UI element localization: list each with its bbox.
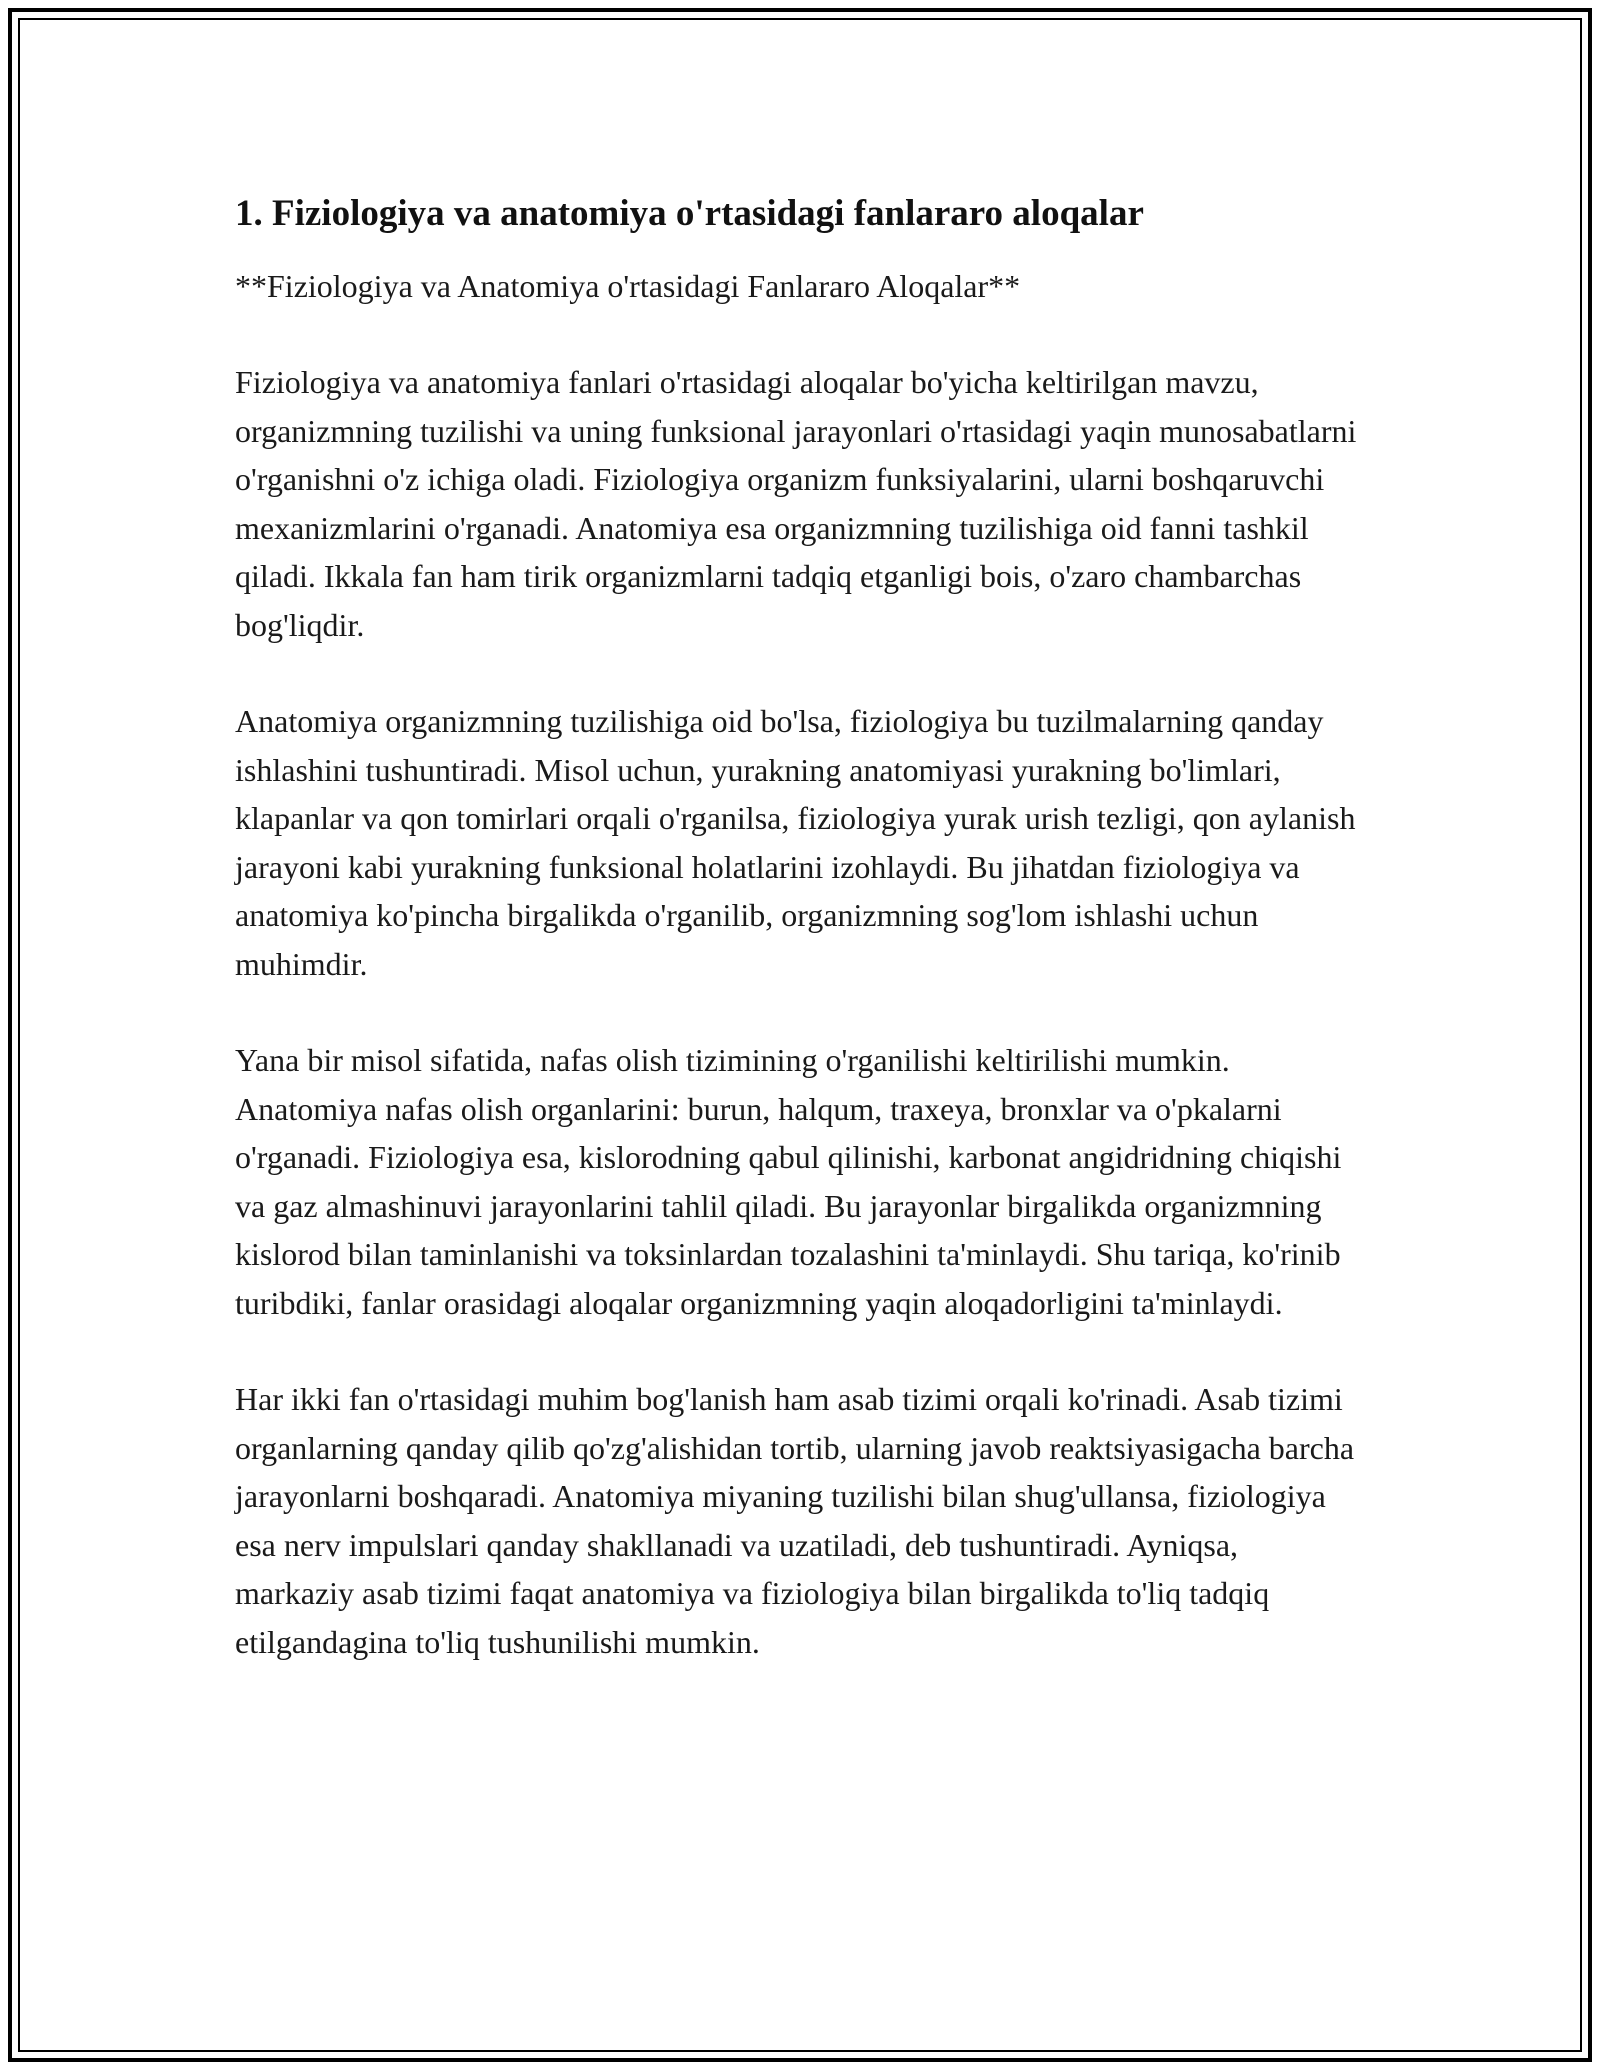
- paragraph-2: Anatomiya organizmning tuzilishiga oid bo'lsa, fiziologiya bu tuzilmalarning qanday ishlashini tushuntiradi. Misol uchun, yurakning anatomiyasi yurakning bo'limlari, klapanlar va qon tomirlari orqali o'rganilsa, fiziologiya yurak urish tezligi, qon aylanish jarayoni kabi yurakning funksional holatlarini izohlaydi. Bu jihatdan fiziologiya va anatomiya ko'pincha birgalikda o'rganilib, organizmning sog'lom ishlashi uchun muhimdir.: [235, 703, 1356, 982]
- paragraph-4: Har ikki fan o'rtasidagi muhim bog'lanish ham asab tizimi orqali ko'rinadi. Asab tizimi organlarning qanday qilib qo'zg'alishidan tortib, ularning javob reaktsiyasigacha barcha jarayonlarni boshqaradi. Anatomiya miyaning tuzilishi bilan shug'ullansa, fiziologiya esa nerv impulslari qanday shakllanadi va uzatiladi, deb tushuntiradi. Ayniqsa, markaziy asab tizimi faqat anatomiya va fiziologiya bilan birgalikda to'liq tadqiq etilgandagina to'liq tushunilishi mumkin.: [235, 1381, 1355, 1660]
- document-body: [235, 188, 1365, 1666]
- paragraph-3: Yana bir misol sifatida, nafas olish tizimining o'rganilishi keltirilishi mumkin. Anatomiya nafas olish organlarini: burun, halqum, traxeya, bronxlar va o'pkalarni o'rganadi. Fiziologiya esa, kislorodning qabul qilinishi, karbonat angidridning chiqishi va gaz almashinuvi jarayonlarini tahlil qiladi. Bu jarayonlar birgalikda organizmning kislorod bilan taminlanishi va toksinlardan tozalashini ta'minlaydi. Shu tariqa, ko'rinib turibdiki, fanlar orasidagi aloqalar organizmning yaqin aloqadorligini ta'minlaydi.: [235, 1042, 1342, 1321]
- document-subtitle: **Fiziologiya va Anatomiya o'rtasidagi Fanlararo Aloqalar**: [235, 268, 1021, 304]
- document-title: 1. Fiziologiya va anatomiya o'rtasidagi fanlararo aloqalar: [235, 193, 1144, 234]
- paragraph-1: Fiziologiya va anatomiya fanlari o'rtasidagi aloqalar bo'yicha keltirilgan mavzu, organizmning tuzilishi va uning funksional jarayonlari o'rtasidagi yaqin munosabatlarni o'rganishni o'z ichiga oladi. Fiziologiya organizm funksiyalarini, ularni boshqaruvchi mexanizmlarini o'rganadi. Anatomiya esa organizmning tuzilishiga oid fanni tashkil qiladi. Ikkala fan ham tirik organizmlarni tadqiq etganligi bois, o'zaro chambarchas bog'liqdir.: [235, 364, 1357, 643]
